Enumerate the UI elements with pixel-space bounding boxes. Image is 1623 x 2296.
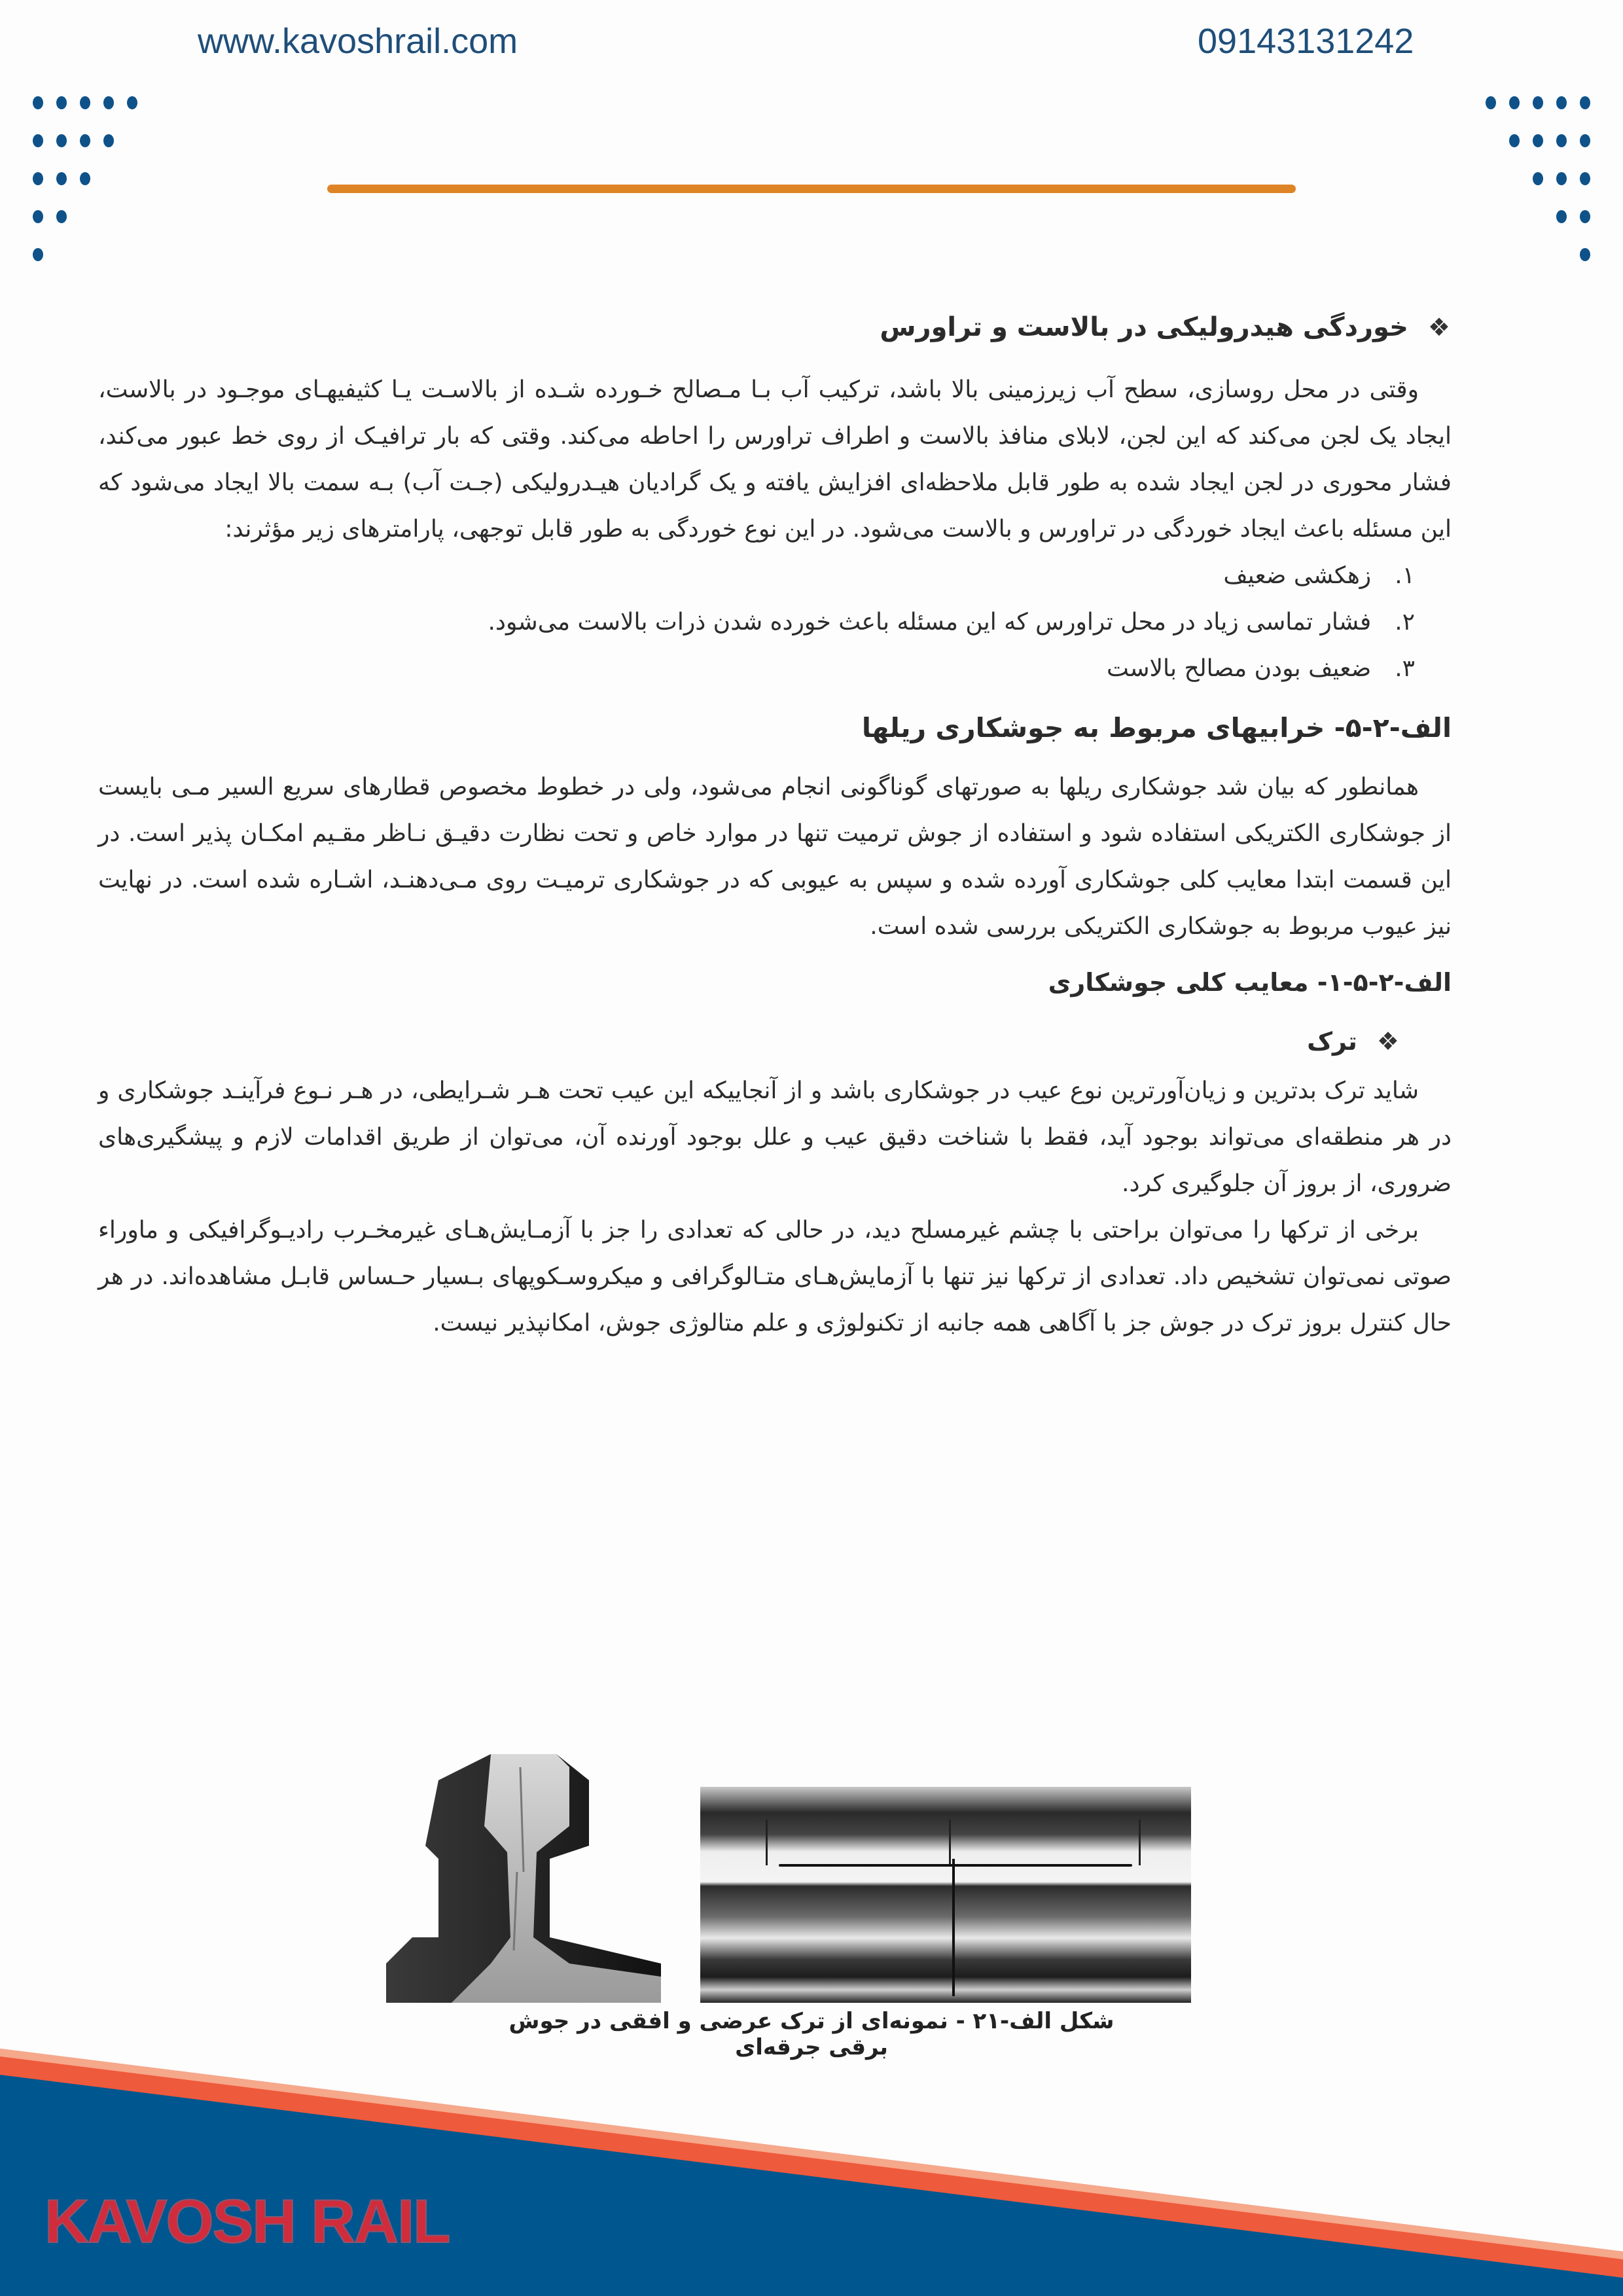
list-number: ۲. [1395,609,1415,636]
document-body [98,288,1452,1346]
list-item [98,645,1415,692]
list-item [98,599,1415,645]
paragraph-crack-2: برخی از ترکها را می‌توان براحتی با چشم غیرمسلح دید، در حالی که تعدادی را جز با آزمـایش‌هـای غیرمخـرب رادیـوگرافیکی و ماوراء صوتی نمی‌توان تشخیص داد. تعدادی از ترکها نیز تنها با آزمایش‌هـای متـالوگرافی و میکروسـکوپهای بـسیار حـساس قابـل مشاهده‌اند. در هر حال کنترل بروز ترک در جوش جز با آگاهی همه جانبه از تکنولوژی و علم متالوژی جوش، امکانپذیر نیست. [98,1217,1452,1336]
heading-text: ترک [1307,1027,1357,1056]
brand-logo-text: KAVOSH RAIL [45,2187,450,2255]
decorative-dots-right [1472,84,1590,274]
rail-cross-section-photo [373,1741,694,2003]
list-text: فشار تماسی زیاد در محل تراورس که این مسئله باعث خورده شدن ذرات بالاست می‌شود. [488,609,1372,636]
list-text: زهکشی ضعیف [1223,562,1372,589]
diamond-bullet-icon: ❖ [1376,1027,1399,1056]
diamond-bullet-icon: ❖ [1427,313,1450,342]
subsection-heading-general-defects: الف-۲-۵-۱- معایب کلی جوشکاری [1048,968,1452,997]
decorative-dots-left [33,84,151,274]
list-number: ۳. [1395,655,1415,682]
list-number: ۱. [1395,562,1415,589]
figure-caption: شکل الف-۲۱ - نمونه‌ای از ترک عرضی و افقی در جوش برقی جرقه‌ای [508,2008,1115,2060]
heading-text: خوردگی هیدرولیکی در بالاست و تراورس [880,312,1408,342]
header-divider [327,185,1296,193]
paragraph-welding-defects: همانطور که بیان شد جوشکاری ریلها به صورتهای گوناگونی انجام می‌شود، ولی در خطوط مخصوص قطارهای سریع السیر مـی بایست از جوشکاری الکتریکی استفاده شود و استفاده از جوش ترمیت تنها در موارد خاص و تحت نظارت دقیـق نـاظر مقـیم امکـان پذیر است. در این قسمت ابتدا معایب کلی جوشکاری آورده شده و سپس به عیوبی که در جوشکاری ترمیـت روی مـی‌دهنـد، اشـاره شده است. در نهایت نیز عیوب مربوط به جوشکاری الکتریکی بررسی شده است. [98,774,1452,940]
paragraph-crack-1: شاید ترک بدترین و زیان‌آورترین نوع عیب در جوشکاری باشد و از آنجاییکه این عیب تحت هـر شـرایطی، در هـر نـوع فرآینـد جوشکاری و در هر منطقه‌ای می‌تواند بوجود آید، فقط با شناخت دقیق عیب و علل بوجود آورنده آن، می‌توان از طریق اقدامات لازم و پیشگیری‌های ضروری، از بروز آن جلوگیری کرد. [98,1077,1452,1197]
parameters-list [98,552,1452,692]
section-heading-hydraulic-erosion [98,288,1450,367]
paragraph-hydraulic-erosion: وقتی در محل روسازی، سطح آب زیرزمینی بالا باشد، ترکیب آب بـا مـصالح خـورده شـده از بالاسـت یـا کثیفیهـای موجـود در بالاست، ایجاد یک لجن می‌کند که این لجن، لابلای منافذ بالاست و اطراف تراورس را احاطه می‌کند. وقتی که بار ترافیـک از روی خط عبور می‌کند، فشار محوری در لجن ایجاد شده به طور قابل ملاحظه‌ای افزایش یافته و یک گرادیان هیـدرولیکی (جـت آب) بـه سمت بالا ایجاد می‌شود که این مسئله باعث ایجاد خوردگی در تراورس و بالاست می‌شود. در این نوع خوردگی به طور قابل توجهی، پارامترهای زیر مؤثرند: [98,376,1452,543]
bullet-heading-crack [98,1015,1399,1067]
website-url[interactable]: www.kavoshrail.com [198,22,518,61]
figure-weld-cracks [373,1741,1198,2003]
list-item [98,552,1415,599]
phone-number: 09143131242 [1198,22,1414,61]
section-heading-welding-defects: الف-۲-۵- خرابیهای مربوط به جوشکاری ریلها [861,712,1452,744]
list-text: ضعیف بودن مصالح بالاست [1107,655,1372,682]
weld-crack-radiograph-photo [700,1787,1191,2003]
